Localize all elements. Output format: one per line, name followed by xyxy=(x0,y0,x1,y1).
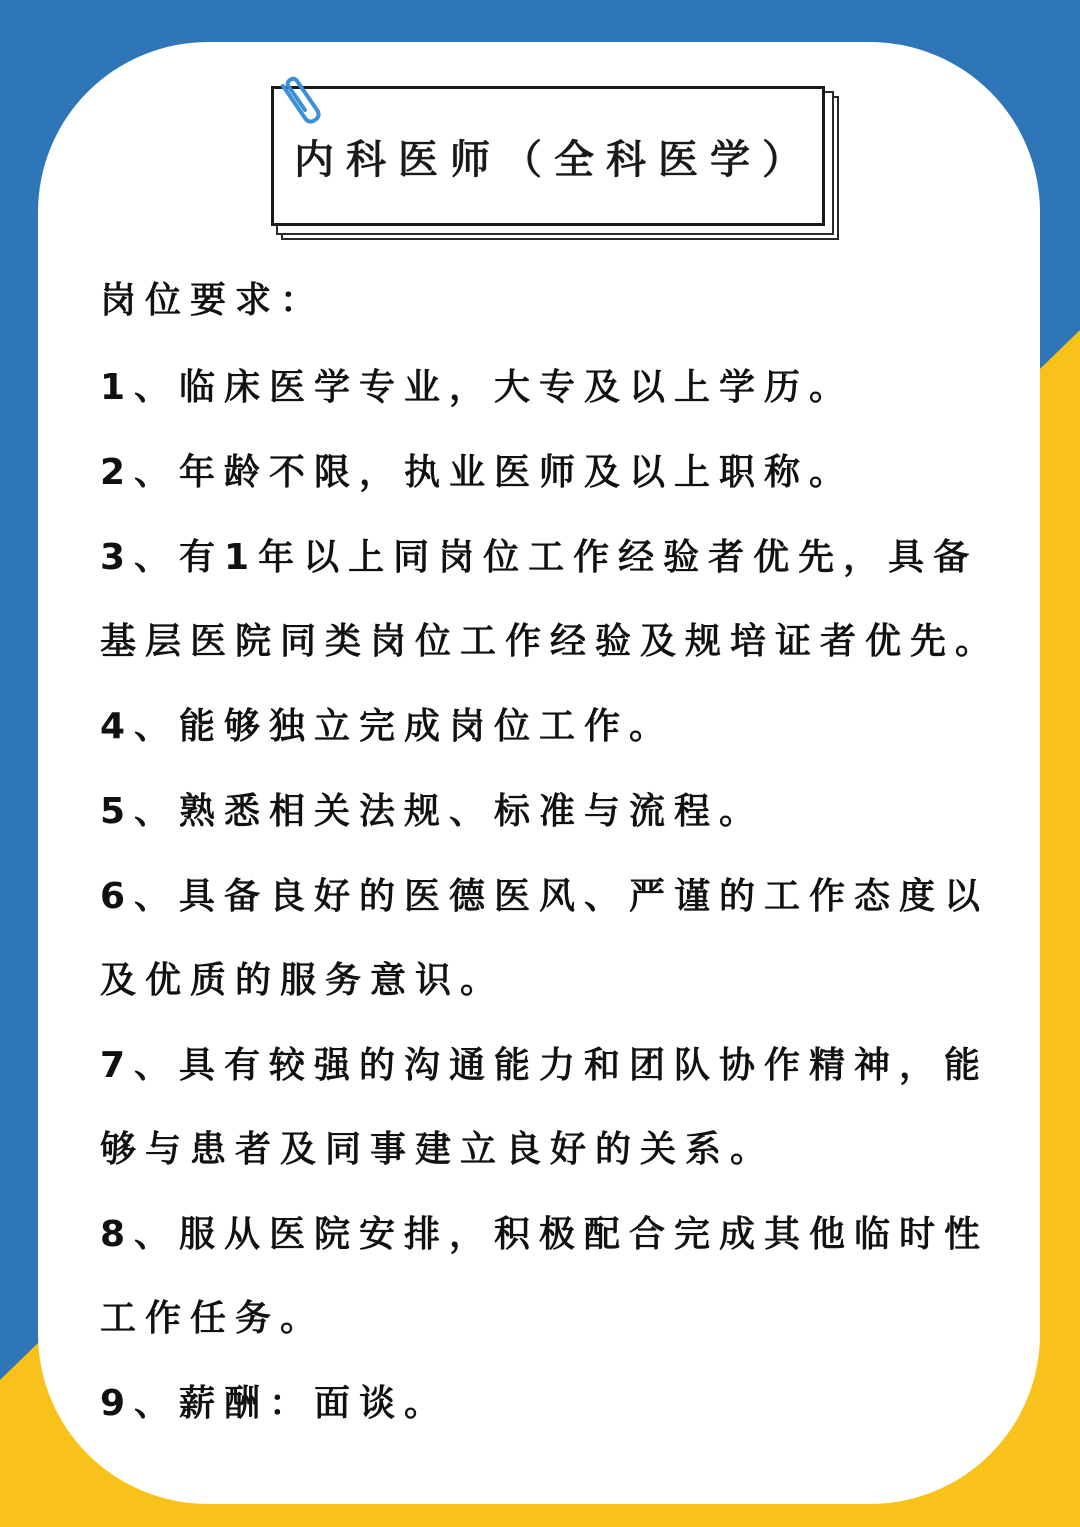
requirement-item-6: 6、具备良好的医德医风、严谨的工作态度以及优质的服务意识。 xyxy=(100,876,990,1001)
requirement-item-7: 7、具有较强的沟通能力和团队协作精神，能够与患者及同事建立良好的关系。 xyxy=(100,1045,990,1170)
page-title: 内科医师（全科医学） xyxy=(294,135,814,183)
requirement-item-1: 1、临床医学专业，大专及以上学历。 xyxy=(100,367,855,408)
requirement-item-4: 4、能够独立完成岗位工作。 xyxy=(100,706,675,747)
title-box xyxy=(271,86,827,232)
requirements-section xyxy=(100,262,1010,1447)
requirement-item-8: 8、服从医院安排，积极配合完成其他临时性工作任务。 xyxy=(100,1214,990,1339)
requirement-item-3: 3、有1年以上同岗位工作经验者优先，具备基层医院同类岗位工作经验及规培证者优先。 xyxy=(100,537,1001,662)
section-heading: 岗位要求： xyxy=(100,280,326,321)
requirement-item-5: 5、熟悉相关法规、标准与流程。 xyxy=(100,791,765,832)
requirement-item-2: 2、年龄不限，执业医师及以上职称。 xyxy=(100,452,855,493)
paperclip-icon xyxy=(275,72,331,128)
requirement-item-9: 9、薪酬：面谈。 xyxy=(100,1383,450,1424)
